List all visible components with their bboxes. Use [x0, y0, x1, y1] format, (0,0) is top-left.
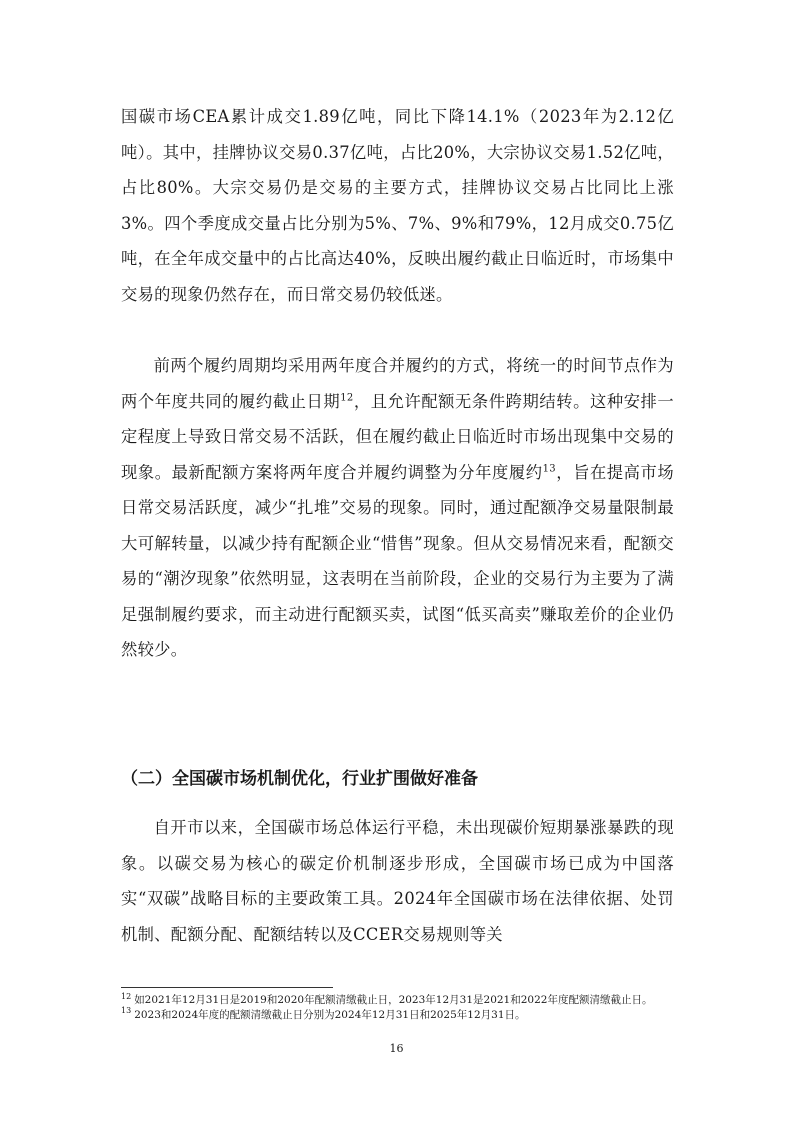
footnote-item — [121, 993, 677, 1008]
paragraph-market-mechanism: 自开市以来，全国碳市场总体运行平稳，未出现碳价短期暴涨暴跌的现象。以碳交易为核心的碳定价机制逐步形成，全国碳市场已成为中国落实“双碳”战略目标的主要政策工具。2024年全国碳市场在法律依据、处罚机制、配额分配、配额结转以及CCER交易规则等关 — [121, 818, 674, 944]
section-heading: （二）全国碳市场机制优化，行业扩围做好准备 — [121, 769, 478, 789]
footnote-item — [121, 1008, 677, 1023]
page-number: 16 — [389, 1042, 404, 1055]
paragraph-text: ，旨在提高市场日常交易活跃度，减少“扎堆”交易的现象。同时，通过配额净交易量限制最大可解转量，以减少持有配额企业“惜售”现象。但从交易情况来看，配额交易的“潮汐现象”依然明显，这表明在当前阶段，企业的交易行为主要为了满足强制履约要求，而主动进行配额买卖，试图“低买高卖”赚取差价的企业仍然较少。 — [121, 462, 674, 659]
paragraph-text: ，且允许配额无条件跨期结转。这种安排一定程度上导致日常交易不活跃，但在履约截止日临近时市场出现集中交易的现象。最新配额方案将两年度合并履约调整为分年度履约 — [121, 391, 675, 482]
footnote-ref-12[interactable]: 12 — [340, 392, 354, 404]
footnote-divider — [121, 987, 333, 988]
footnotes — [121, 993, 677, 1022]
footnote-number: 13 — [121, 1006, 132, 1015]
footnote-number: 12 — [121, 991, 132, 1001]
paragraph-text: 前两个履约周期均采用两年度合并履约的方式，将统一的时间节点作为两个年度共同的履约截止日期 — [121, 356, 674, 411]
footnote-ref-13[interactable]: 13 — [542, 463, 556, 475]
paragraph-carbon-volume: 国碳市场CEA累计成交1.89亿吨，同比下降14.1%（2023年为2.12亿吨）。其中，挂牌协议交易0.37亿吨，占比20%，大宗协议交易1.52亿吨，占比80%。大宗交易仍是交易的主要方式，挂牌协议交易占比同比上涨3%。四个季度成交量占比分别为5%、7%、9%和79%，12月成交0.75亿吨，在全年成交量中的占比高达40%，反映出履约截止日临近时，市场集中交易的现象仍然存在，而日常交易仍较低迷。 — [121, 107, 674, 304]
footnote-text: 如2021年12月31日是2019和2020年配额清缴截止日，2023年12月31是2021和2022年度配额清缴截止日。 — [134, 994, 653, 1006]
paragraph-compliance-cycle — [121, 348, 674, 668]
footnote-text: 2023和2024年度的配额清缴截止日分别为2024年12月31日和2025年12月31日。 — [134, 1008, 526, 1021]
